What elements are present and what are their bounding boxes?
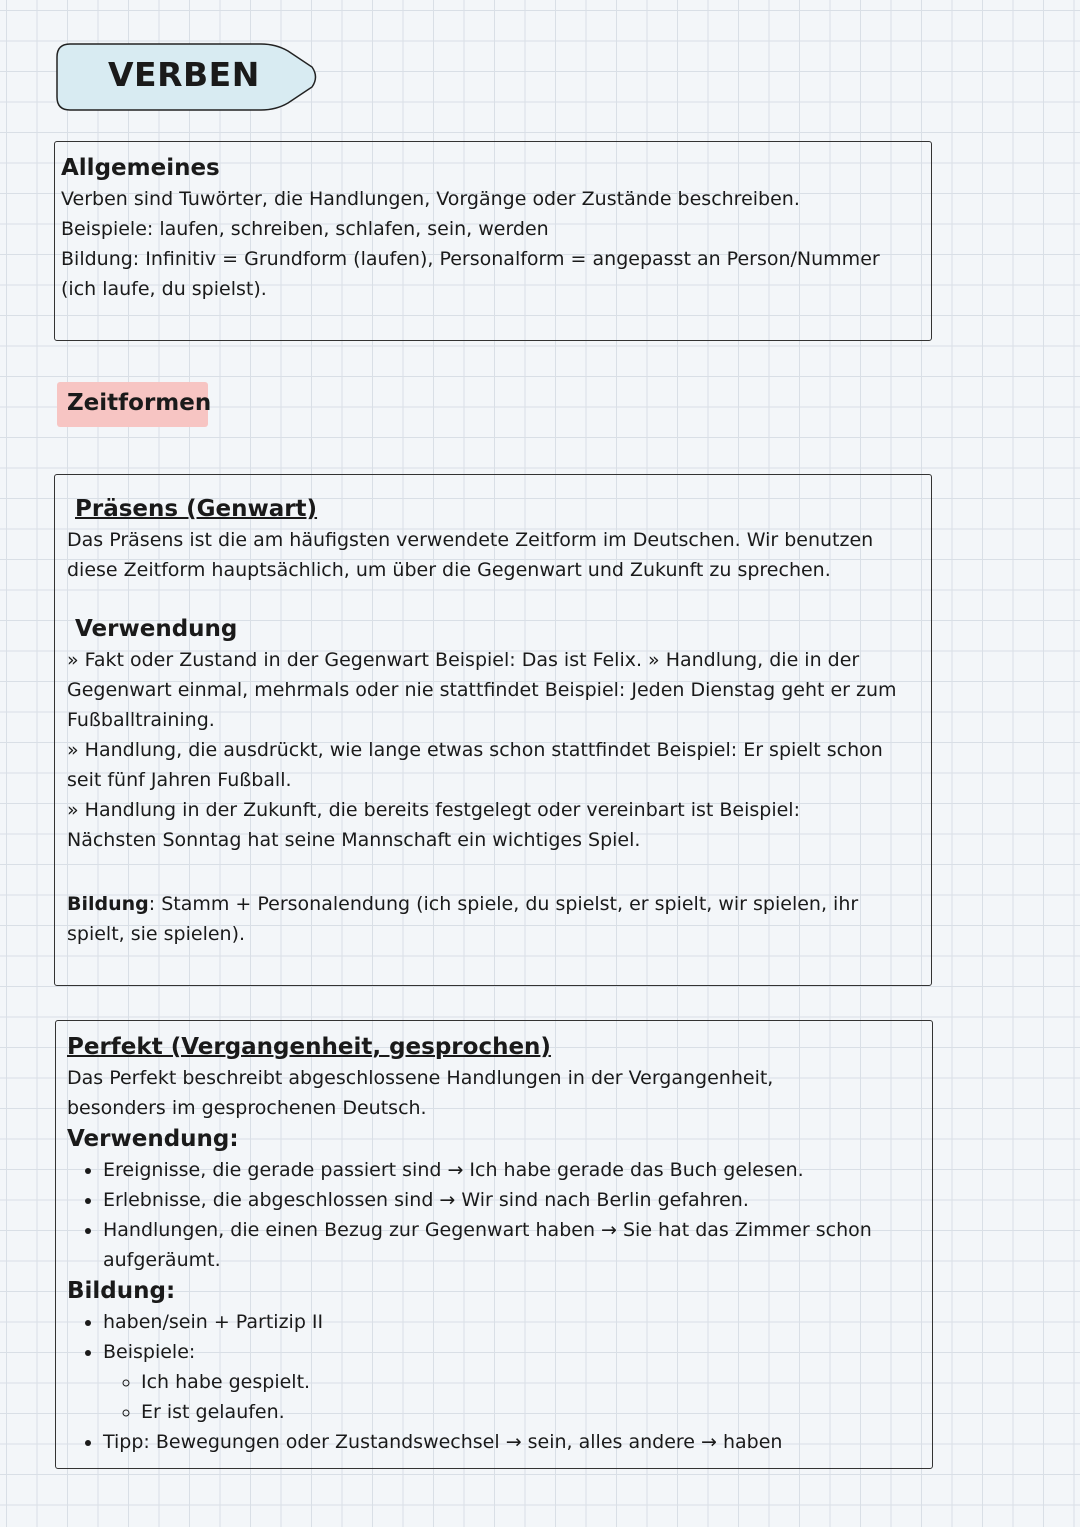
list-item: • haben/sein + Partizip II (103, 1307, 921, 1337)
list-item: • Ereignisse, die gerade passiert sind → Ich habe gerade das Buch gelesen. (103, 1155, 903, 1185)
bildung-text: : Stamm + Personalendung (ich spiele, du spielst, er spielt, wir spielen, ihr spielt, sie spielen). (67, 893, 859, 945)
text-line: Bildung: Infinitiv = Grundform (laufen), Personalform = angepasst an Person/Nummer (ich laufe, du spielst). (61, 248, 880, 300)
example-item: ◦ Ich habe gespielt. (141, 1367, 921, 1397)
examples-list (103, 1367, 921, 1427)
list-item: • Erlebnisse, die abgeschlossen sind → Wir sind nach Berlin gefahren. (103, 1185, 903, 1215)
use-item: » Handlung in der Zukunft, die bereits festgelegt oder vereinbart ist Beispiel: Nächsten Sonntag hat seine Mannschaft ein wichtiges Spiel. (67, 799, 800, 851)
example-item: ◦ Er ist gelaufen. (141, 1397, 921, 1427)
list-item (103, 1337, 921, 1427)
page-title: VERBEN (108, 55, 260, 94)
perfekt-intro: Das Perfekt beschreibt abgeschlossene Handlungen in der Vergangenheit, besonders im gesprochenen Deutsch. (67, 1067, 774, 1119)
bildung-label: Bildung (67, 893, 149, 915)
text-line: Beispiele: laufen, schreiben, schlafen, sein, werden (61, 218, 549, 240)
uses-list (67, 1155, 903, 1275)
allgemeines-box (54, 141, 932, 341)
list-item-label: Beispiele: (103, 1341, 196, 1363)
use-item: » Handlung, die ausdrückt, wie lange etwas schon stattfindet Beispiel: Er spielt schon seit fünf Jahren Fußball. (67, 739, 883, 791)
bildung-list (67, 1307, 921, 1457)
text-line: Verben sind Tuwörter, die Handlungen, Vorgänge oder Zustände beschreiben. (61, 188, 800, 210)
zeitformen-label: Zeitformen (57, 382, 208, 427)
perfekt-box (55, 1020, 933, 1469)
verwendung-heading: Verwendung (75, 616, 238, 642)
tipp-item: • Tipp: Bewegungen oder Zustandswechsel → sein, alles andere → haben (103, 1427, 921, 1457)
use-item: » Fakt oder Zustand in der Gegenwart Beispiel: Das ist Felix. » Handlung, die in der Gegenwart einmal, mehrmals oder nie stattfindet Beispiel: Jeden Dienstag geht er zum Fußballtraining. (67, 649, 897, 731)
allgemeines-heading: Allgemeines (61, 155, 220, 181)
title-banner (56, 43, 318, 111)
perfekt-heading: Perfekt (Vergangenheit, gesprochen) (67, 1034, 551, 1060)
verwendung-heading: Verwendung: (67, 1126, 239, 1152)
praesens-intro: Das Präsens ist die am häufigsten verwendete Zeitform im Deutschen. Wir benutzen diese Zeitform hauptsächlich, um über die Gegenwart und Zukunft zu sprechen. (67, 529, 874, 581)
bildung-line (67, 889, 887, 949)
list-item: • Handlungen, die einen Bezug zur Gegenwart haben → Sie hat das Zimmer schon aufgeräumt. (103, 1215, 903, 1275)
bildung-heading: Bildung: (67, 1278, 176, 1304)
praesens-heading: Präsens (Genwart) (75, 496, 318, 522)
praesens-box (54, 474, 932, 986)
